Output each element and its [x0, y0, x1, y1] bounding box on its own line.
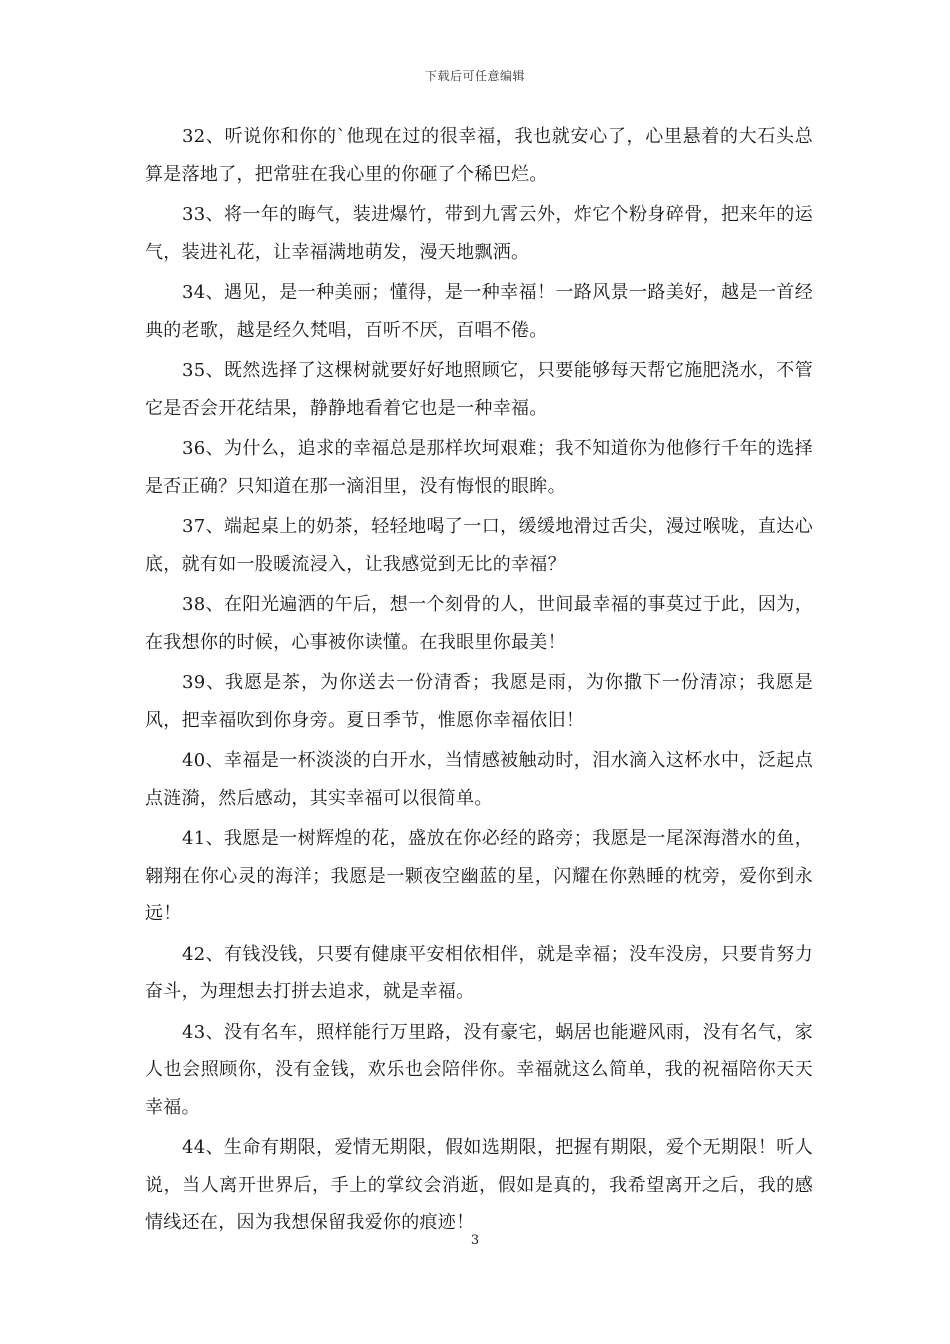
- page-header: 下载后可任意编辑: [424, 69, 525, 83]
- paragraph-32: 32、听说你和你的`他现在过的很幸福，我也就安心了，心里悬着的大石头总算是落地了，把常驻在我心里的你砸了个稀巴烂。: [145, 126, 813, 185]
- paragraph-41: 41、我愿是一树辉煌的花，盛放在你必经的路旁；我愿是一尾深海潜水的鱼，翱翔在你心灵的海洋；我愿是一颗夜空幽蓝的星，闪耀在你熟睡的枕旁，爱你到永远！: [145, 828, 813, 924]
- paragraph-38: 38、在阳光遍洒的午后，想一个刻骨的人，世间最幸福的事莫过于此，因为，在我想你的时候，心事被你读懂。在我眼里你最美！: [145, 594, 813, 653]
- paragraph-40: 40、幸福是一杯淡淡的白开水，当情感被触动时，泪水滴入这杯水中，泛起点点涟漪，然后感动，其实幸福可以很简单。: [145, 750, 813, 809]
- paragraph-34: 34、遇见，是一种美丽；懂得，是一种幸福！一路风景一路美好，越是一首经典的老歌，越是经久梵唱，百听不厌，百唱不倦。: [145, 282, 813, 341]
- paragraph-39: 39、我愿是茶，为你送去一份清香；我愿是雨，为你撒下一份清凉；我愿是风，把幸福吹到你身旁。夏日季节，惟愿你幸福依旧！: [145, 672, 813, 731]
- page-number: 3: [470, 1233, 480, 1248]
- document-body: [145, 118, 813, 1245]
- paragraph-44: 44、生命有期限，爱情无期限，假如选期限，把握有期限，爱个无期限！听人说，当人离开世界后，手上的掌纹会消逝，假如是真的，我希望离开之后，我的感情线还在，因为我想保留我爱你的痕迹！: [145, 1137, 813, 1233]
- paragraph-33: 33、将一年的晦气，装进爆竹，带到九霄云外，炸它个粉身碎骨，把来年的运气，装进礼花，让幸福满地萌发，漫天地飘洒。: [145, 204, 813, 263]
- paragraph-35: 35、既然选择了这棵树就要好好地照顾它，只要能够每天帮它施肥浇水，不管它是否会开花结果，静静地看着它也是一种幸福。: [145, 360, 813, 419]
- paragraph-36: 36、为什么，追求的幸福总是那样坎坷艰难；我不知道你为他修行千年的选择是否正确？只知道在那一滴泪里，没有悔恨的眼眸。: [145, 438, 813, 497]
- paragraph-37: 37、端起桌上的奶茶，轻轻地喝了一口，缓缓地滑过舌尖，漫过喉咙，直达心底，就有如一股暖流浸入，让我感觉到无比的幸福？: [145, 516, 813, 575]
- paragraph-42: 42、有钱没钱，只要有健康平安相依相伴，就是幸福；没车没房，只要肯努力奋斗，为理想去打拼去追求，就是幸福。: [145, 943, 813, 1002]
- paragraph-43: 43、没有名车，照样能行万里路，没有豪宅，蜗居也能避风雨，没有名气，家人也会照顾你，没有金钱，欢乐也会陪伴你。幸福就这么简单，我的祝福陪你天天幸福。: [145, 1021, 813, 1118]
